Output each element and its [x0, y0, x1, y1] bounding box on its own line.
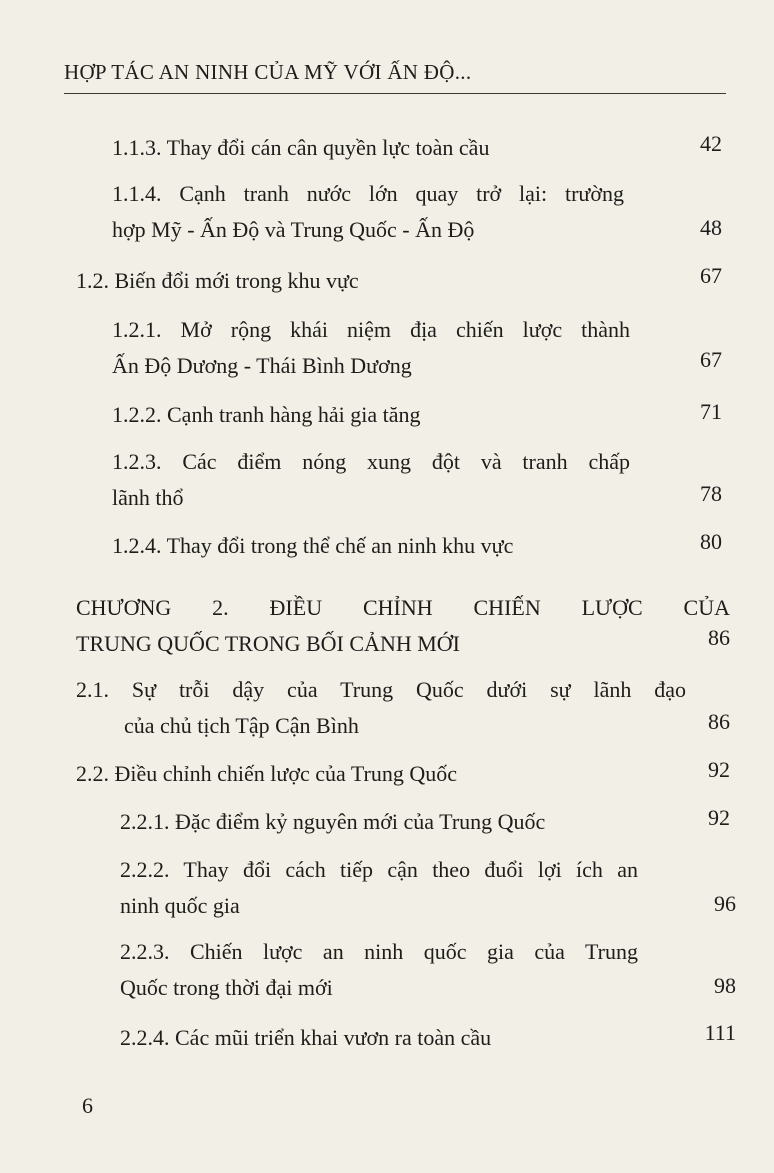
- toc-entry-text: 1.2.2. Cạnh tranh hàng hải gia tăng: [112, 402, 421, 427]
- toc-entry-text: 2.2.2. Thay đổi cách tiếp cận theo đuổi lợi ích an: [120, 857, 638, 882]
- toc-page-number: 67: [700, 347, 722, 372]
- toc-entry-text: 1.1.4. Cạnh tranh nước lớn quay trở lại: trường: [112, 181, 624, 206]
- toc-entry-text: Ấn Độ Dương - Thái Bình Dương: [112, 353, 412, 378]
- toc-entry-text: ninh quốc gia: [120, 893, 240, 918]
- toc-entry-text: 2.2. Điều chỉnh chiến lược của Trung Quốc: [76, 761, 457, 786]
- toc-entry-text: 2.1. Sự trỗi dậy của Trung Quốc dưới sự lãnh đạo: [76, 677, 686, 702]
- toc-entry: [76, 672, 686, 744]
- toc-page-number: 78: [700, 481, 722, 506]
- toc-entry-text: 2.2.1. Đặc điểm kỷ nguyên mới của Trung Quốc: [120, 809, 546, 834]
- toc-entry: [112, 176, 624, 248]
- toc-entry: [112, 130, 582, 166]
- toc-page-number: 80: [700, 529, 722, 554]
- toc-entry-text: hợp Mỹ - Ấn Độ và Trung Quốc - Ấn Độ: [112, 217, 475, 242]
- toc-entry-text: 1.2.4. Thay đổi trong thể chế an ninh khu vực: [112, 533, 514, 558]
- toc-entry-text: 2.2.3. Chiến lược an ninh quốc gia của Trung: [120, 939, 638, 964]
- toc-entry: [120, 1020, 580, 1056]
- toc-page-number: 111: [704, 1020, 736, 1045]
- toc-entry-text: lãnh thổ: [112, 485, 184, 510]
- toc-page-number: 42: [700, 131, 722, 156]
- toc-page-number: 67: [700, 263, 722, 288]
- toc-entry-text: 1.2.3. Các điểm nóng xung đột và tranh chấp: [112, 449, 630, 474]
- toc-entry-text: 1.2.1. Mở rộng khái niệm địa chiến lược thành: [112, 317, 630, 342]
- toc-entry: [112, 397, 532, 433]
- toc-entry: [76, 590, 730, 662]
- toc-page-number: 48: [700, 215, 722, 240]
- toc-page-number: 92: [708, 805, 730, 830]
- toc-entry: [76, 756, 546, 792]
- toc-entry-text: TRUNG QUỐC TRONG BỐI CẢNH MỚI: [76, 631, 460, 656]
- running-header: HỢP TÁC AN NINH CỦA MỸ VỚI ẤN ĐỘ...: [64, 60, 472, 84]
- toc-entry: [120, 934, 638, 1006]
- toc-entry: [112, 444, 630, 516]
- toc-entry: [120, 852, 638, 924]
- toc-entry-text: Quốc trong thời đại mới: [120, 975, 333, 1000]
- toc-entry-text: 2.2.4. Các mũi triển khai vươn ra toàn cầu: [120, 1025, 492, 1050]
- toc-page-number: 86: [708, 709, 730, 734]
- toc-page-number: 96: [714, 891, 736, 916]
- toc-page-number: 98: [714, 973, 736, 998]
- toc-entry-text: CHƯƠNG 2. ĐIỀU CHỈNH CHIẾN LƯỢC CỦA: [76, 595, 730, 620]
- toc-entry: [112, 528, 612, 564]
- toc-entry: [112, 312, 630, 384]
- toc-entry: [120, 804, 630, 840]
- toc-page-number: 86: [708, 625, 730, 650]
- toc-entry-text: 1.1.3. Thay đổi cán cân quyền lực toàn cầu: [112, 135, 490, 160]
- toc-entry-text: của chủ tịch Tập Cận Bình: [124, 713, 359, 738]
- toc-page-number: 71: [700, 399, 722, 424]
- toc-entry: [76, 263, 536, 299]
- page-number: 6: [82, 1093, 93, 1118]
- toc-page-number: 92: [708, 757, 730, 782]
- toc-entry-text: 1.2. Biến đổi mới trong khu vực: [76, 268, 359, 293]
